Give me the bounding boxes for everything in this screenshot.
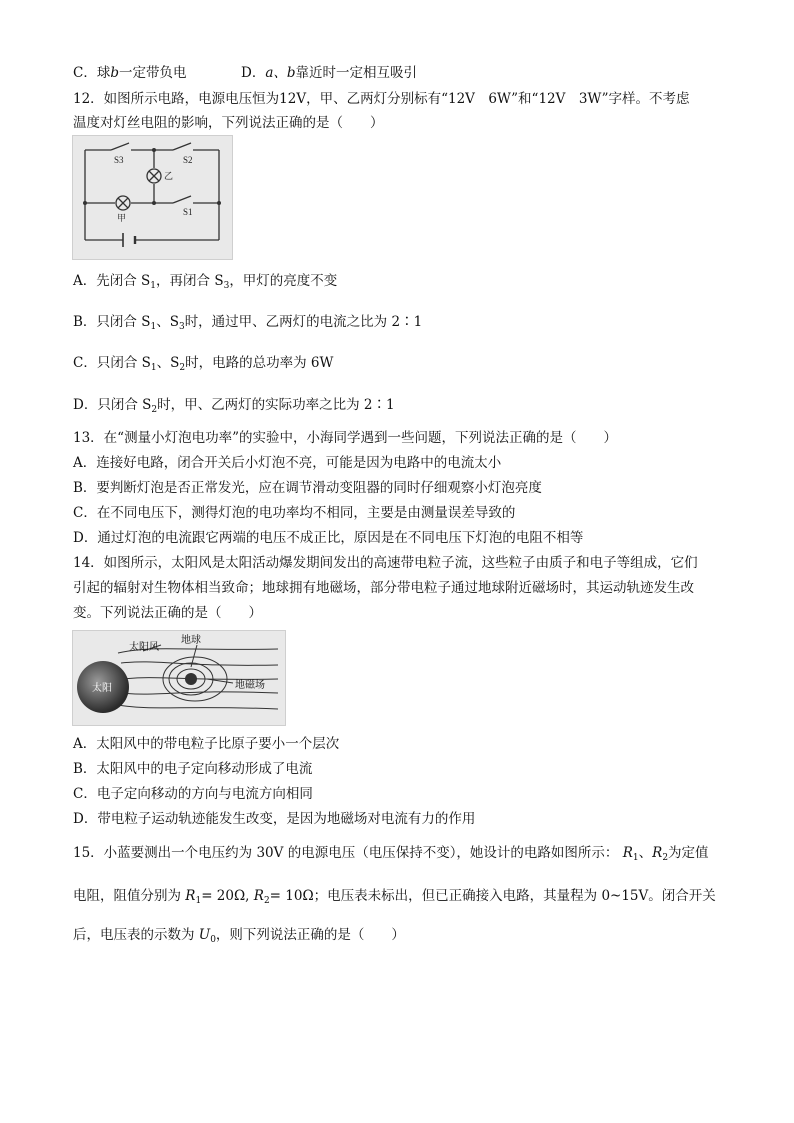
q12-d-p1: D．只闭合 S <box>73 397 152 413</box>
q12-a-p1: A．先闭合 S <box>73 273 151 289</box>
q12-b-p2: 、S <box>156 314 179 330</box>
q11-option-c <box>73 63 187 83</box>
q12-a-sub1: 1 <box>150 281 157 291</box>
q15-u0: U <box>198 927 211 943</box>
q12-b-p3: 时，通过甲、乙两灯的电流之比为 2∶1 <box>184 314 423 330</box>
q12-option-c <box>73 353 333 378</box>
q15-r2: R <box>652 845 663 861</box>
q12-a-p2: ，再闭合 S <box>156 273 224 289</box>
q12-a-sub2: 3 <box>223 281 230 291</box>
q15-eq-r2: R <box>253 888 264 904</box>
q13-option-b: B．要判断灯泡是否正常发光，应在调节滑动变阻器的同时仔细观察小灯泡亮度 <box>73 480 542 496</box>
q15-l3-b: ，则下列说法正确的是（ ） <box>215 927 405 943</box>
q15-line1 <box>73 843 709 868</box>
q15-u0-sub: 0 <box>210 935 216 945</box>
q11-option-c-text: C．球 <box>73 65 111 81</box>
q11-option-d-text: D． <box>241 65 266 81</box>
q12-b-sub2: 3 <box>178 322 185 332</box>
q12-stem-line2: 温度对灯丝电阻的影响，下列说法正确的是（ ） <box>73 115 384 131</box>
q15-line2 <box>73 886 716 911</box>
q11-option-d-vars: a、b <box>265 65 296 81</box>
q13-option-c: C．在不同电压下，测得灯泡的电功率均不相同，主要是由测量误差导致的 <box>73 505 516 521</box>
q14-stem-line2: 引起的辐射对生物体相当致命；地球拥有地磁场，部分带电粒子通过地球附近磁场时，其运动轨迹发生改 <box>73 580 694 596</box>
label-earth: 地球 <box>181 635 201 646</box>
label-s1: S1 <box>183 207 193 217</box>
q12-option-d <box>73 395 395 420</box>
q11-option-d <box>241 63 417 83</box>
q12-c-sub2: 2 <box>179 363 186 373</box>
q12-d-p3: 时，甲、乙两灯的实际功率之比为 2∶1 <box>157 397 395 413</box>
q12-a-p3: ，甲灯的亮度不变 <box>229 273 338 289</box>
q12-c-sub1: 1 <box>150 363 157 373</box>
label-magnetic-field: 地磁场 <box>235 680 265 691</box>
q15-eq2: = 10Ω <box>269 888 314 904</box>
q15-l1-a: 15．小蓝要测出一个电压约为 30V 的电源电压（电压保持不变），她设计的电路如图所示： <box>73 845 619 861</box>
q15-l2-b: ；电压表未标出，但已正确接入电路，其量程为 0~15V。闭合开关 <box>313 888 716 904</box>
q15-l3-a: 后，电压表的示数为 <box>73 927 199 943</box>
q15-eq1: = 20Ω, <box>201 888 254 904</box>
q12-c-p2: 、S <box>156 355 180 371</box>
q12-circuit-figure <box>72 135 233 260</box>
q14-solar-wind-figure <box>72 630 286 726</box>
q11-option-c-var: b <box>110 65 119 81</box>
q14-stem-line1: 14．如图所示，太阳风是太阳活动爆发期间发出的高速带电粒子流，这些粒子由质子和电子等组成，它们 <box>73 555 698 571</box>
q14-option-a: A．太阳风中的带电粒子比原子要小一个层次 <box>73 736 340 752</box>
q13-option-d: D．通过灯泡的电流跟它两端的电压不成正比，原因是在不同电压下灯泡的电阻不相等 <box>73 530 584 546</box>
q15-l2-a: 电阻，阻值分别为 <box>73 888 186 904</box>
q15-sep: 、 <box>638 845 653 861</box>
label-solar-wind: 太阳风 <box>129 642 159 653</box>
q12-stem-line1: 12．如图所示电路，电源电压恒为12V，甲、乙两灯分别标有“12V 6W”和“12V 3W”字样。不考虑 <box>73 91 690 107</box>
solar-wind-diagram <box>73 631 285 725</box>
q13-stem: 13．在“测量小灯泡电功率”的实验中，小海同学遇到一些问题，下列说法正确的是（ ） <box>73 430 617 446</box>
circuit-diagram <box>73 136 232 259</box>
q15-r1-sub: 1 <box>632 853 639 863</box>
earth-icon <box>185 673 197 685</box>
q12-option-b <box>73 312 422 337</box>
q15-eq-r1: R <box>185 888 196 904</box>
q15-eq-r1-sub: 1 <box>195 896 202 906</box>
q12-d-sub1: 2 <box>151 405 158 415</box>
q14-option-d: D．带电粒子运动轨迹能发生改变，是因为地磁场对电流有力的作用 <box>73 811 476 827</box>
q12-c-p3: 时，电路的总功率为 6W <box>185 355 334 371</box>
q14-option-b: B．太阳风中的电子定向移动形成了电流 <box>73 761 313 777</box>
q12-c-p1: C．只闭合 S <box>73 355 151 371</box>
q11-option-c-end: 一定带负电 <box>119 65 187 81</box>
q11-option-d-end: 靠近时一定相互吸引 <box>295 65 418 81</box>
label-s3: S3 <box>114 155 124 165</box>
q12-b-sub1: 1 <box>150 322 157 332</box>
q15-r2-sub: 2 <box>662 853 669 863</box>
label-sun: 太阳 <box>92 683 112 694</box>
label-s2: S2 <box>183 155 193 165</box>
label-lamp-jia: 甲 <box>117 213 127 223</box>
q12-b-p1: B．只闭合 S <box>73 314 151 330</box>
q13-option-a: A．连接好电路，闭合开关后小灯泡不亮，可能是因为电路中的电流太小 <box>73 455 502 471</box>
label-lamp-yi: 乙 <box>164 171 174 181</box>
q15-line3 <box>73 925 405 950</box>
q14-option-c: C．电子定向移动的方向与电流方向相同 <box>73 786 313 802</box>
q15-l1-b: 为定值 <box>668 845 709 861</box>
q15-eq-r2-sub: 2 <box>263 896 270 906</box>
q15-r1: R <box>622 845 633 861</box>
q12-option-a <box>73 271 337 296</box>
q14-stem-line3: 变。下列说法正确的是（ ） <box>73 605 262 621</box>
